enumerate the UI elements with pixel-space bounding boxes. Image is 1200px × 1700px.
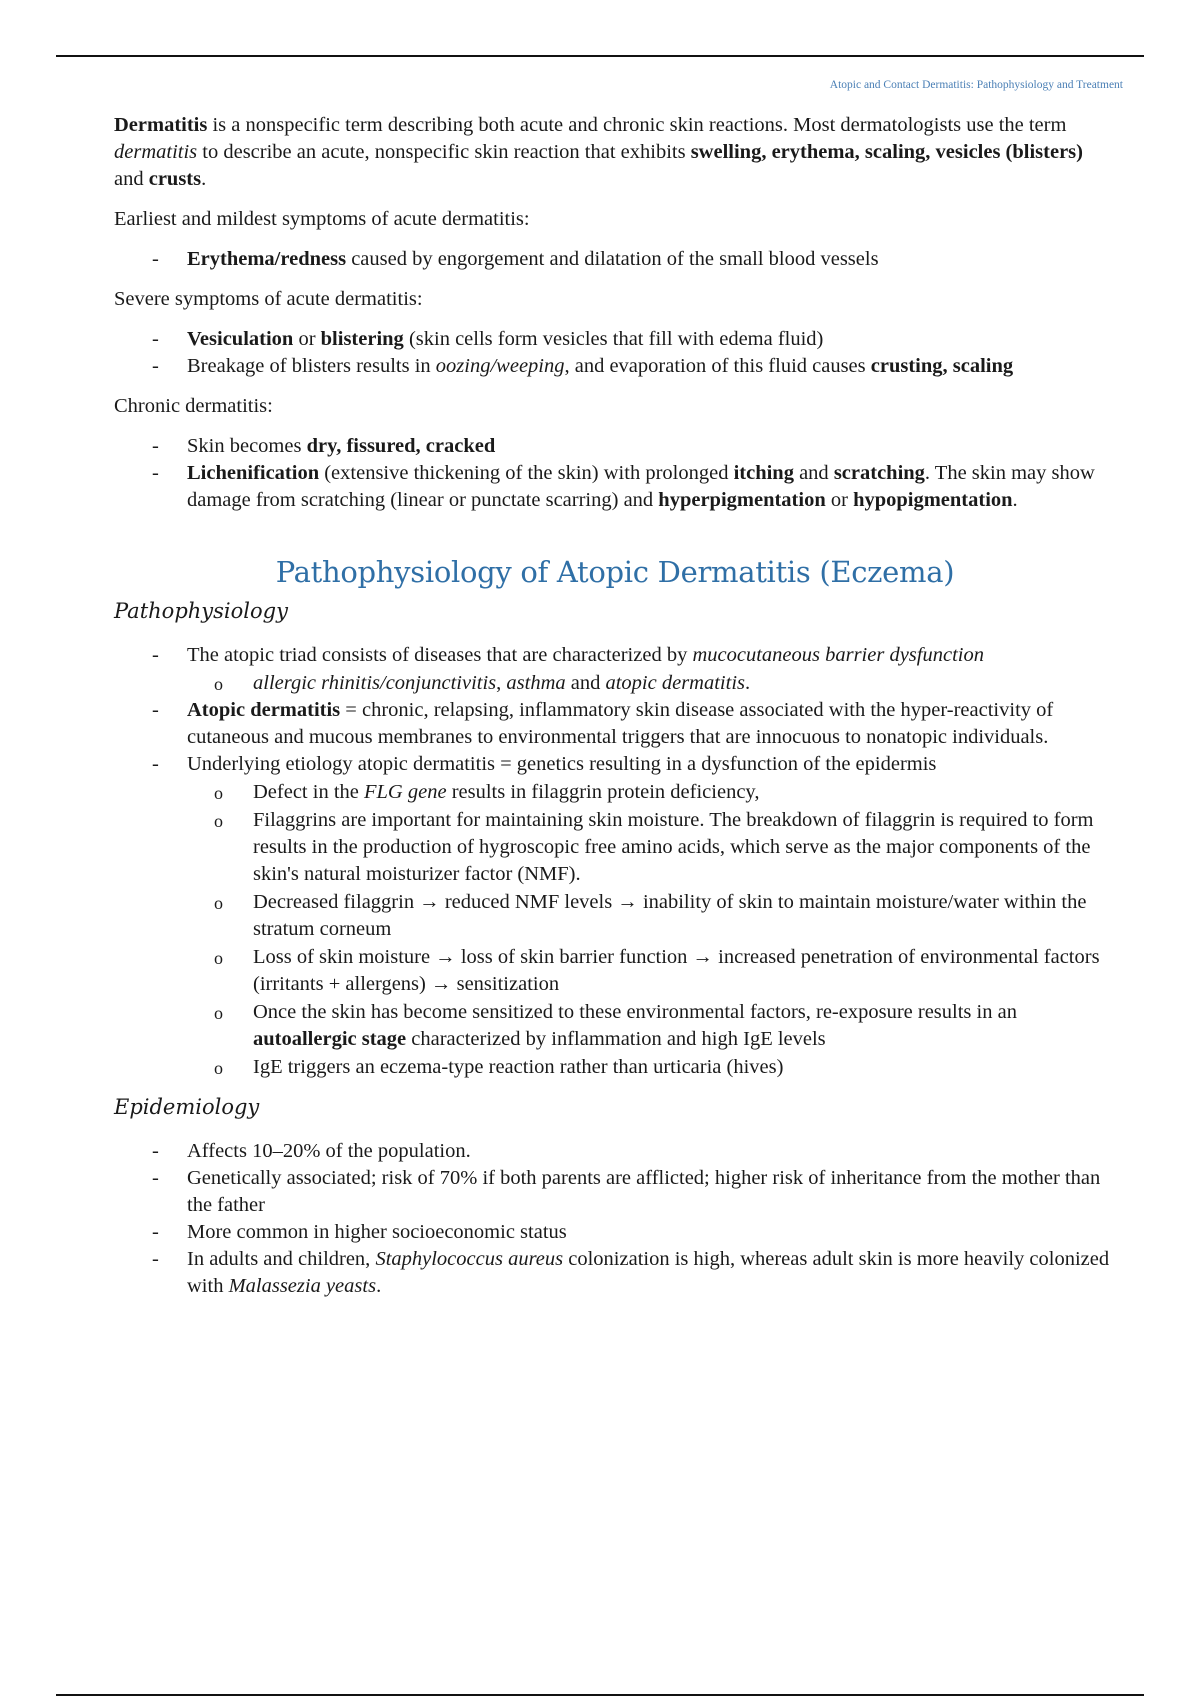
text: In adults and children, bbox=[187, 1248, 376, 1270]
term: Vesiculation bbox=[187, 328, 294, 350]
text: and bbox=[793, 462, 834, 484]
text: results in filaggrin protein deficiency, bbox=[446, 781, 760, 803]
chronic-list bbox=[114, 433, 1116, 514]
term: Lichenification bbox=[187, 462, 320, 484]
text: . bbox=[1012, 489, 1018, 511]
term-italic: atopic dermatitis bbox=[605, 672, 745, 694]
text: . bbox=[201, 168, 207, 190]
term: scratching bbox=[833, 462, 925, 484]
section-title: Pathophysiology of Atopic Dermatitis (Eczema) bbox=[275, 555, 955, 589]
text: Once the skin has become sensitized to these environmental factors, re-exposure results in an bbox=[253, 1001, 1017, 1023]
list-item bbox=[114, 246, 1116, 273]
text: (extensive thickening of the skin) with prolonged bbox=[319, 462, 734, 484]
list-item bbox=[114, 751, 1116, 1081]
term-italic: asthma bbox=[506, 672, 566, 694]
chronic-label: Chronic dermatitis: bbox=[114, 395, 273, 417]
text: The atopic triad consists of diseases that are characterized by bbox=[187, 644, 693, 666]
term-dermatitis: Dermatitis bbox=[114, 114, 208, 136]
term-italic: Malassezia yeasts bbox=[228, 1275, 377, 1297]
sub-list-item bbox=[181, 779, 1116, 806]
sub-list-item: o Loss of skin moisture → loss of skin barrier function → increased penetration of environmental factors (irritants + allergens) → sensitization bbox=[181, 944, 1116, 998]
text: = chronic, relapsing, inflammatory skin disease associated with the hyper-reactivity of cutaneous and mucous membranes to environmental triggers that are innocuous to nonatopic individuals. bbox=[187, 699, 1054, 748]
text: caused by engorgement and dilatation of the small blood vessels bbox=[346, 248, 879, 270]
sub-list-item: o IgE triggers an eczema-type reaction rather than urticaria (hives) bbox=[181, 1054, 1116, 1081]
text: characterized by inflammation and high IgE levels bbox=[406, 1028, 826, 1050]
list-item bbox=[114, 433, 1116, 460]
list-item bbox=[114, 1246, 1116, 1300]
term: dry, fissured, cracked bbox=[306, 435, 496, 457]
list-item bbox=[114, 326, 1116, 353]
list-item bbox=[114, 642, 1116, 697]
list-item: - Genetically associated; risk of 70% if both parents are afflicted; higher risk of inheritance from the mother than the father bbox=[114, 1165, 1116, 1219]
intro-paragraph bbox=[114, 112, 1116, 193]
sub-list-item bbox=[181, 670, 1116, 697]
mild-symptoms-list bbox=[114, 246, 1116, 273]
sub-list bbox=[187, 779, 1116, 1081]
term-italic: allergic rhinitis/conjunctivitis bbox=[253, 672, 497, 694]
term: hypopigmentation bbox=[853, 489, 1013, 511]
term: hyperpigmentation bbox=[658, 489, 826, 511]
term-crusts: crusts bbox=[148, 168, 202, 190]
pathophysiology-list bbox=[114, 642, 1116, 1081]
term-italic: mucocutaneous barrier dysfunction bbox=[692, 644, 984, 666]
text: , bbox=[496, 672, 507, 694]
term: Atopic dermatitis bbox=[187, 699, 341, 721]
term: itching bbox=[733, 462, 794, 484]
pathophysiology-heading: Pathophysiology bbox=[114, 599, 288, 623]
sub-list-item: o Decreased filaggrin → reduced NMF levels → inability of skin to maintain moisture/water within the stratum corneum bbox=[181, 889, 1116, 943]
text: Underlying etiology atopic dermatitis = genetics resulting in a dysfunction of the epidermis bbox=[187, 753, 937, 775]
term: blistering bbox=[320, 328, 404, 350]
sub-list-item: o Filaggrins are important for maintaining skin moisture. The breakdown of filaggrin is required to form results in the production of hygroscopic free amino acids, which serve as the major components of the skin's natural moisturizer factor (NMF). bbox=[181, 807, 1116, 888]
text: or bbox=[825, 489, 854, 511]
text: Skin becomes bbox=[187, 435, 307, 457]
term-dermatitis-italic: dermatitis bbox=[114, 141, 198, 163]
list-item: - More common in higher socioeconomic status bbox=[114, 1219, 1116, 1246]
text: and bbox=[565, 672, 606, 694]
epidemiology-list bbox=[114, 1138, 1116, 1300]
severe-symptoms-label: Severe symptoms of acute dermatitis: bbox=[114, 288, 423, 310]
term: crusting, scaling bbox=[870, 355, 1014, 377]
text: , and evaporation of this fluid causes bbox=[564, 355, 871, 377]
term-italic: Staphylococcus aureus bbox=[375, 1248, 564, 1270]
text: to describe an acute, nonspecific skin reaction that exhibits bbox=[197, 141, 691, 163]
text: or bbox=[293, 328, 321, 350]
text: . bbox=[745, 672, 751, 694]
text: . The skin may show damage from scratching (linear or punctate scarring) and bbox=[187, 462, 1095, 511]
sub-list bbox=[187, 670, 1116, 697]
text: Breakage of blisters results in bbox=[187, 355, 436, 377]
document-body bbox=[114, 112, 1116, 1313]
term-italic: FLG gene bbox=[364, 781, 447, 803]
header-rule bbox=[56, 55, 1144, 57]
list-item bbox=[114, 697, 1116, 751]
text: (skin cells form vesicles that fill with edema fluid) bbox=[403, 328, 824, 350]
text: is a nonspecific term describing both acute and chronic skin reactions. Most dermatologists use the term bbox=[207, 114, 1067, 136]
symptom-list: swelling, erythema, scaling, vesicles (blisters) bbox=[690, 141, 1083, 163]
footer-rule bbox=[56, 1694, 1144, 1696]
list-item bbox=[114, 353, 1116, 380]
text: and bbox=[114, 168, 149, 190]
term: autoallergic stage bbox=[253, 1028, 407, 1050]
text: . bbox=[376, 1275, 382, 1297]
list-item: - Affects 10–20% of the population. bbox=[114, 1138, 1116, 1165]
mild-symptoms-label: Earliest and mildest symptoms of acute dermatitis: bbox=[114, 208, 530, 230]
text: Defect in the bbox=[253, 781, 364, 803]
severe-symptoms-list bbox=[114, 326, 1116, 380]
text: colonization is high, whereas adult skin is more heavily colonized with bbox=[187, 1248, 1110, 1297]
term: Erythema/redness bbox=[187, 248, 347, 270]
sub-list-item bbox=[181, 999, 1116, 1053]
epidemiology-heading: Epidemiology bbox=[114, 1095, 260, 1119]
list-item bbox=[114, 460, 1116, 514]
term-italic: oozing/weeping bbox=[435, 355, 565, 377]
running-header: Atopic and Contact Dermatitis: Pathophysiology and Treatment bbox=[829, 79, 1123, 91]
